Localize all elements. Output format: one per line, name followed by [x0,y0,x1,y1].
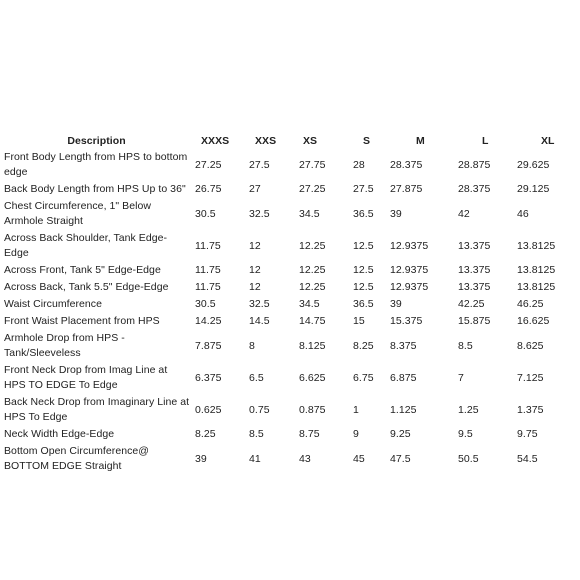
measurement-label: Across Back, Tank 5.5" Edge-Edge [4,281,169,293]
size-value-xxxs: 8.25 [195,428,216,440]
size-value-s: 6.75 [353,371,374,384]
size-value-l: 8.5 [458,339,473,352]
size-value-m: 6.875 [390,371,417,384]
size-value-xxxs: 27.25 [195,158,222,171]
size-value-s: 12.5 [353,264,374,276]
measurement-table [0,131,580,475]
table-row [0,198,580,230]
size-value-m: 12.9375 [390,239,429,252]
size-value-xxxs: 14.25 [195,315,222,327]
size-value-xs: 12.25 [299,281,326,293]
size-value-xxxs: 7.875 [195,339,222,352]
size-value-m: 39 [390,298,402,310]
size-value-xs: 12.25 [299,239,326,252]
size-value-xxxs: 30.5 [195,298,216,310]
size-value-l: 9.5 [458,428,473,440]
size-value-l: 28.875 [458,158,491,171]
measurement-label: Front Neck Drop from Imag Line at HPS TO EDGE To Edge [4,364,168,391]
size-value-s: 15 [353,315,365,327]
size-value-xxxs: 11.75 [195,281,221,293]
column-header-xxs: XXS [255,135,277,147]
table-row [0,262,580,279]
column-header-xs: XS [303,135,318,147]
size-value-xxs: 12 [249,281,261,293]
table-row [0,296,580,313]
size-value-m: 9.25 [390,428,411,440]
table-row [0,149,580,181]
size-value-xxs: 8.5 [249,428,264,440]
table-row [0,313,580,330]
size-value-xxs: 27.5 [249,158,270,171]
column-header-xxxs: XXXS [201,135,230,147]
size-value-xl: 29.125 [517,183,550,195]
size-value-xxs: 14.5 [249,315,270,327]
size-value-xl: 46.25 [517,298,544,310]
size-value-l: 42.25 [458,298,485,310]
size-value-xs: 0.875 [299,403,326,416]
size-value-xxxs: 26.75 [195,183,222,195]
size-value-s: 27.5 [353,183,374,195]
size-value-xxxs: 39 [195,452,207,465]
measurement-label: Back Body Length from HPS Up to 36" [4,183,186,195]
size-value-xxs: 12 [249,264,261,276]
size-value-xl: 16.625 [517,315,550,327]
size-value-xs: 12.25 [299,264,326,276]
size-value-xs: 34.5 [299,207,320,220]
table-row [0,426,580,443]
size-value-l: 13.375 [458,264,491,276]
size-value-xs: 27.75 [299,158,326,171]
size-value-m: 28.375 [390,158,423,171]
size-value-l: 15.875 [458,315,491,327]
size-value-s: 12.5 [353,239,374,252]
table-row [0,362,580,394]
size-value-xl: 54.5 [517,452,538,465]
size-value-l: 7 [458,371,464,384]
measurement-label: Back Neck Drop from Imaginary Line at HPS To Edge [4,396,190,423]
column-header-m: M [416,135,425,147]
size-value-xl: 13.8125 [517,281,556,293]
size-value-m: 15.375 [390,315,423,327]
table-body [0,149,580,475]
column-header-l: L [482,135,489,147]
header-row [0,131,580,149]
measurement-label: Armhole Drop from HPS - Tank/Sleeveless [4,332,125,359]
size-value-xl: 13.8125 [517,239,556,252]
size-value-xxs: 27 [249,183,261,195]
size-value-xs: 8.125 [299,339,326,352]
size-value-xxxs: 11.75 [195,264,221,276]
size-value-l: 1.25 [458,403,479,416]
measurement-label: Across Front, Tank 5" Edge-Edge [4,264,161,276]
measurement-label: Front Body Length from HPS to bottom edge [4,151,188,178]
size-value-xxs: 6.5 [249,371,264,384]
size-value-m: 47.5 [390,452,411,465]
size-value-xxxs: 11.75 [195,239,221,252]
size-value-xxxs: 30.5 [195,207,216,220]
size-chart [0,131,580,475]
size-value-xxs: 32.5 [249,298,270,310]
size-value-xxs: 12 [249,239,261,252]
size-value-m: 8.375 [390,339,417,352]
size-value-s: 45 [353,452,365,465]
size-value-xxxs: 6.375 [195,371,222,384]
table-row [0,443,580,475]
size-value-m: 1.125 [390,403,417,416]
size-value-xl: 9.75 [517,428,538,440]
table-row [0,330,580,362]
size-value-m: 27.875 [390,183,423,195]
table-row [0,181,580,198]
size-value-xl: 1.375 [517,403,544,416]
size-value-s: 8.25 [353,339,374,352]
size-value-xs: 27.25 [299,183,326,195]
size-value-xl: 29.625 [517,158,550,171]
size-value-xl: 7.125 [517,371,544,384]
table-header [0,131,580,149]
column-header-s: S [363,135,371,147]
size-value-l: 50.5 [458,452,479,465]
size-value-m: 12.9375 [390,281,429,293]
measurement-label: Waist Circumference [4,298,102,310]
size-value-xxs: 41 [249,452,261,465]
measurement-label: Chest Circumference, 1" Below Armhole Straight [4,200,151,227]
size-value-xs: 34.5 [299,298,320,310]
column-header-xl: XL [541,135,555,147]
size-value-s: 36.5 [353,298,374,310]
measurement-label: Neck Width Edge-Edge [4,428,115,440]
table-row [0,394,580,426]
column-header-description: Description [67,135,126,147]
size-value-s: 36.5 [353,207,374,220]
size-value-xs: 6.625 [299,371,326,384]
size-value-s: 9 [353,428,359,440]
size-value-xl: 46 [517,207,529,220]
size-value-xxs: 32.5 [249,207,270,220]
size-value-m: 39 [390,207,402,220]
size-value-l: 13.375 [458,239,491,252]
measurement-label: Across Back Shoulder, Tank Edge-Edge [4,232,168,259]
table-row [0,230,580,262]
size-value-xl: 8.625 [517,339,544,352]
size-value-xxs: 0.75 [249,403,270,416]
size-value-xl: 13.8125 [517,264,556,276]
size-value-s: 28 [353,158,365,171]
measurement-label: Front Waist Placement from HPS [4,315,160,327]
size-value-xxxs: 0.625 [195,403,222,416]
size-value-xs: 14.75 [299,315,326,327]
measurement-label: Bottom Open Circumference@ BOTTOM EDGE Straight [4,445,150,472]
size-value-xs: 43 [299,452,311,465]
size-value-l: 28.375 [458,183,491,195]
size-value-xxs: 8 [249,339,255,352]
size-value-xs: 8.75 [299,428,320,440]
size-value-s: 12.5 [353,281,374,293]
size-value-s: 1 [353,403,359,416]
size-value-l: 42 [458,207,470,220]
size-value-m: 12.9375 [390,264,429,276]
size-value-l: 13.375 [458,281,491,293]
table-row [0,279,580,296]
